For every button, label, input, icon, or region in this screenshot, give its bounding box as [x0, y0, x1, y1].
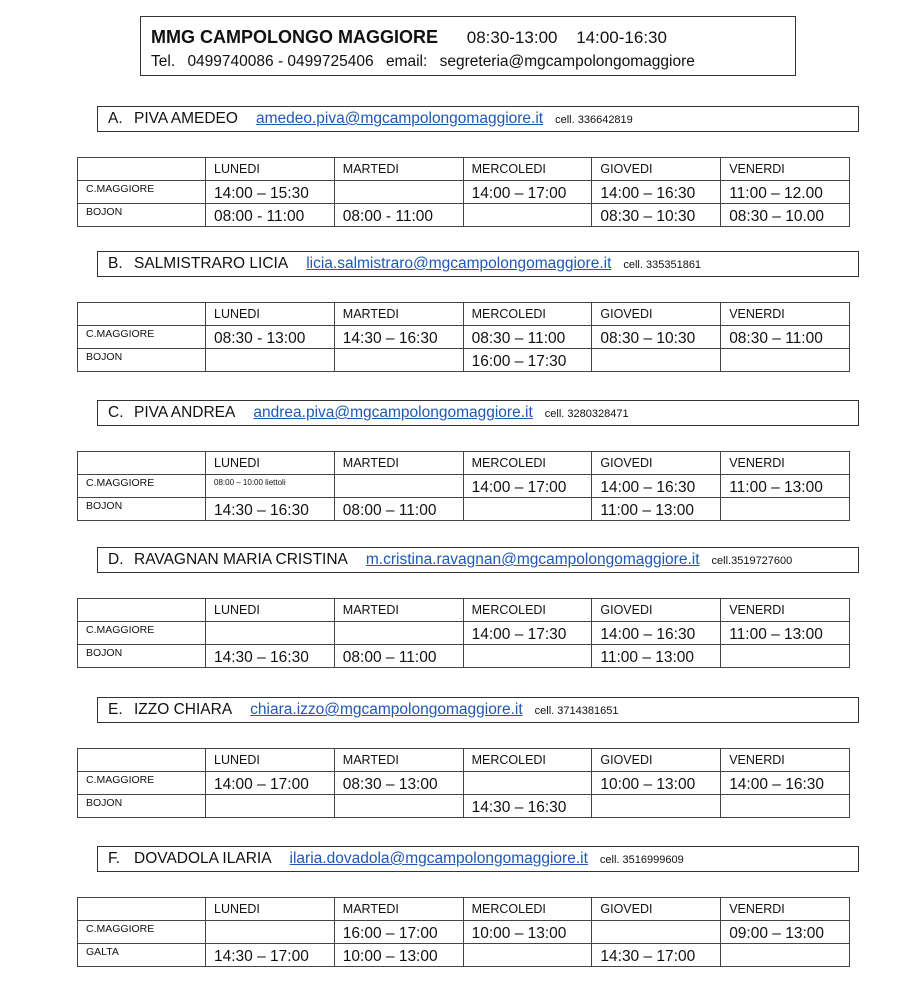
- location-label: BOJON: [78, 349, 206, 372]
- day-header: MERCOLEDI: [463, 749, 592, 772]
- schedule-table: [77, 302, 850, 372]
- time-slot: 09:00 – 13:00: [721, 921, 850, 944]
- doctor-letter: B.: [108, 255, 123, 272]
- time-slot: 08:00 – 11:00: [334, 645, 463, 668]
- day-header: LUNEDI: [206, 303, 335, 326]
- time-slot: 08:00 – 10:00 liettoli: [206, 475, 335, 498]
- time-slot: 14:00 – 17:00: [206, 772, 335, 795]
- time-slot: 11:00 – 13:00: [721, 475, 850, 498]
- time-slot: 08:30 – 13:00: [334, 772, 463, 795]
- time-slot: [592, 349, 721, 372]
- time-slot: 16:00 – 17:30: [463, 349, 592, 372]
- doctor-header-b: [97, 251, 859, 277]
- day-header: MARTEDI: [334, 158, 463, 181]
- location-label: C.MAGGIORE: [78, 475, 206, 498]
- time-slot: 11:00 – 13:00: [721, 622, 850, 645]
- time-slot: 08:30 - 13:00: [206, 326, 335, 349]
- time-slot: [463, 204, 592, 227]
- email-label: email:: [385, 53, 428, 70]
- time-slot: [334, 795, 463, 818]
- day-header: LUNEDI: [206, 749, 335, 772]
- day-header: GIOVEDI: [592, 599, 721, 622]
- time-slot: 14:30 – 17:00: [592, 944, 721, 967]
- schedule-table: [77, 451, 850, 521]
- time-slot: 14:00 – 16:30: [721, 772, 850, 795]
- day-header: MERCOLEDI: [463, 303, 592, 326]
- schedule-header-row: [78, 452, 850, 475]
- location-label: C.MAGGIORE: [78, 622, 206, 645]
- corner-cell: [78, 303, 206, 326]
- doctor-letter: C.: [108, 404, 124, 421]
- time-slot: 16:00 – 17:00: [334, 921, 463, 944]
- location-label: C.MAGGIORE: [78, 326, 206, 349]
- time-slot: 11:00 – 13:00: [592, 498, 721, 521]
- time-slot: 08:00 - 11:00: [206, 204, 335, 227]
- time-slot: [592, 921, 721, 944]
- doctor-name: PIVA ANDREA: [134, 404, 236, 421]
- doctor-cell: cell. 3280328471: [544, 408, 629, 420]
- schedule-header-row: [78, 898, 850, 921]
- practice-hours-afternoon: 14:00-16:30: [576, 28, 667, 47]
- day-header: LUNEDI: [206, 599, 335, 622]
- time-slot: 08:30 – 11:00: [463, 326, 592, 349]
- time-slot: [463, 944, 592, 967]
- day-header: GIOVEDI: [592, 158, 721, 181]
- time-slot: 14:30 – 16:30: [334, 326, 463, 349]
- doctor-header-c: [97, 400, 859, 426]
- time-slot: [721, 498, 850, 521]
- time-slot: 11:00 – 13:00: [592, 645, 721, 668]
- doctor-cell: cell. 3714381651: [534, 705, 619, 717]
- time-slot: 14:30 – 16:30: [206, 645, 335, 668]
- time-slot: 14:30 – 17:00: [206, 944, 335, 967]
- practice-phones[interactable]: 0499740086 - 0499725406: [187, 53, 374, 70]
- day-header: GIOVEDI: [592, 303, 721, 326]
- corner-cell: [78, 158, 206, 181]
- time-slot: [206, 622, 335, 645]
- day-header: VENERDI: [721, 898, 850, 921]
- doctor-name: PIVA AMEDEO: [134, 110, 238, 127]
- doctor-cell: cell. 336642819: [555, 114, 633, 126]
- header-contact-line: [151, 53, 695, 71]
- day-header: LUNEDI: [206, 158, 335, 181]
- doctor-email-link[interactable]: amedeo.piva@mgcampolongomaggiore.it: [255, 110, 544, 127]
- schedule-table: [77, 157, 850, 227]
- day-header: VENERDI: [721, 599, 850, 622]
- doctor-header-e: [97, 697, 859, 723]
- time-slot: 08:30 – 10.00: [721, 204, 850, 227]
- doctor-letter: A.: [108, 110, 123, 127]
- time-slot: [206, 795, 335, 818]
- day-header: VENERDI: [721, 303, 850, 326]
- practice-email[interactable]: segreteria@mgcampolongomaggiore: [439, 53, 695, 70]
- day-header: MARTEDI: [334, 898, 463, 921]
- time-slot: [334, 181, 463, 204]
- time-slot: [721, 645, 850, 668]
- doctor-name: RAVAGNAN MARIA CRISTINA: [134, 551, 348, 568]
- doctor-name: IZZO CHIARA: [134, 701, 233, 718]
- corner-cell: [78, 452, 206, 475]
- schedule-row: [78, 204, 850, 227]
- time-slot: [463, 772, 592, 795]
- time-slot: [334, 349, 463, 372]
- day-header: MERCOLEDI: [463, 898, 592, 921]
- doctor-name: DOVADOLA ILARIA: [134, 850, 272, 867]
- doctor-email-link[interactable]: chiara.izzo@mgcampolongomaggiore.it: [250, 701, 523, 718]
- day-header: LUNEDI: [206, 898, 335, 921]
- time-slot: 14:00 – 17:30: [463, 622, 592, 645]
- time-slot: 08:00 - 11:00: [334, 204, 463, 227]
- doctor-letter: D.: [108, 551, 124, 568]
- time-slot: 08:30 – 10:30: [592, 204, 721, 227]
- time-slot: [206, 349, 335, 372]
- doctor-cell: cell. 335351861: [623, 259, 702, 271]
- schedule-row: [78, 181, 850, 204]
- day-header: VENERDI: [721, 749, 850, 772]
- time-slot: 14:00 – 15:30: [206, 181, 335, 204]
- location-label: C.MAGGIORE: [78, 772, 206, 795]
- doctor-email-link[interactable]: andrea.piva@mgcampolongomaggiore.it: [253, 404, 533, 421]
- day-header: MARTEDI: [334, 303, 463, 326]
- schedule-row: [78, 349, 850, 372]
- day-header: MARTEDI: [334, 452, 463, 475]
- location-label: BOJON: [78, 645, 206, 668]
- time-slot: [721, 349, 850, 372]
- time-slot: [592, 795, 721, 818]
- day-header: MARTEDI: [334, 749, 463, 772]
- location-label: BOJON: [78, 204, 206, 227]
- time-slot: [721, 944, 850, 967]
- corner-cell: [78, 749, 206, 772]
- day-header: GIOVEDI: [592, 898, 721, 921]
- day-header: VENERDI: [721, 158, 850, 181]
- time-slot: 14:00 – 16:30: [592, 475, 721, 498]
- doctor-cell: cell. 3516999609: [599, 854, 684, 866]
- day-header: VENERDI: [721, 452, 850, 475]
- time-slot: [463, 498, 592, 521]
- doctor-name: SALMISTRARO LICIA: [134, 255, 289, 272]
- schedule-row: [78, 645, 850, 668]
- schedule-header-row: [78, 303, 850, 326]
- day-header: MERCOLEDI: [463, 599, 592, 622]
- corner-cell: [78, 599, 206, 622]
- doctor-header-f: [97, 846, 859, 872]
- time-slot: 14:30 – 16:30: [463, 795, 592, 818]
- time-slot: 08:30 – 10:30: [592, 326, 721, 349]
- location-label: BOJON: [78, 498, 206, 521]
- schedule-header-row: [78, 749, 850, 772]
- schedule-row: [78, 622, 850, 645]
- time-slot: [206, 921, 335, 944]
- schedule-table: [77, 897, 850, 967]
- day-header: LUNEDI: [206, 452, 335, 475]
- schedule-row: [78, 475, 850, 498]
- time-slot: 14:00 – 17:00: [463, 181, 592, 204]
- day-header: MARTEDI: [334, 599, 463, 622]
- phone-label: Tel.: [151, 53, 176, 70]
- location-label: BOJON: [78, 795, 206, 818]
- doctor-header-d: [97, 547, 859, 573]
- time-slot: 14:00 – 16:30: [592, 181, 721, 204]
- doctor-email-link[interactable]: licia.salmistraro@mgcampolongomaggiore.it: [306, 255, 612, 272]
- day-header: GIOVEDI: [592, 452, 721, 475]
- time-slot: 10:00 – 13:00: [592, 772, 721, 795]
- schedule-row: [78, 772, 850, 795]
- time-slot: 08:00 – 11:00: [334, 498, 463, 521]
- practice-hours-morning: 08:30-13:00: [466, 28, 558, 47]
- header-title-line: [151, 27, 667, 48]
- time-slot: 11:00 – 12.00: [721, 181, 850, 204]
- location-label: GALTA: [78, 944, 206, 967]
- doctor-letter: E.: [108, 701, 123, 718]
- day-header: GIOVEDI: [592, 749, 721, 772]
- practice-header: [140, 16, 796, 76]
- doctor-header-a: [97, 106, 859, 132]
- location-label: C.MAGGIORE: [78, 921, 206, 944]
- schedule-row: [78, 921, 850, 944]
- schedule-table: [77, 748, 850, 818]
- doctor-letter: F.: [108, 850, 121, 867]
- time-slot: [721, 795, 850, 818]
- time-slot: [334, 622, 463, 645]
- time-slot: [334, 475, 463, 498]
- corner-cell: [78, 898, 206, 921]
- day-header: MERCOLEDI: [463, 158, 592, 181]
- schedule-row: [78, 326, 850, 349]
- schedule-row: [78, 944, 850, 967]
- schedule-row: [78, 795, 850, 818]
- time-slot: 10:00 – 13:00: [463, 921, 592, 944]
- day-header: MERCOLEDI: [463, 452, 592, 475]
- schedule-table: [77, 598, 850, 668]
- doctor-email-link[interactable]: m.cristina.ravagnan@mgcampolongomaggiore.it: [365, 551, 700, 568]
- doctor-email-link[interactable]: ilaria.dovadola@mgcampolongomaggiore.it: [289, 850, 588, 867]
- time-slot: [463, 645, 592, 668]
- location-label: C.MAGGIORE: [78, 181, 206, 204]
- time-slot: 14:00 – 16:30: [592, 622, 721, 645]
- practice-title: MMG CAMPOLONGO MAGGIORE: [151, 27, 438, 47]
- time-slot: 08:30 – 11:00: [721, 326, 850, 349]
- doctor-cell: cell.3519727600: [711, 555, 793, 567]
- time-slot: 14:30 – 16:30: [206, 498, 335, 521]
- time-slot: 10:00 – 13:00: [334, 944, 463, 967]
- schedule-row: [78, 498, 850, 521]
- schedule-header-row: [78, 158, 850, 181]
- time-slot: 14:00 – 17:00: [463, 475, 592, 498]
- schedule-header-row: [78, 599, 850, 622]
